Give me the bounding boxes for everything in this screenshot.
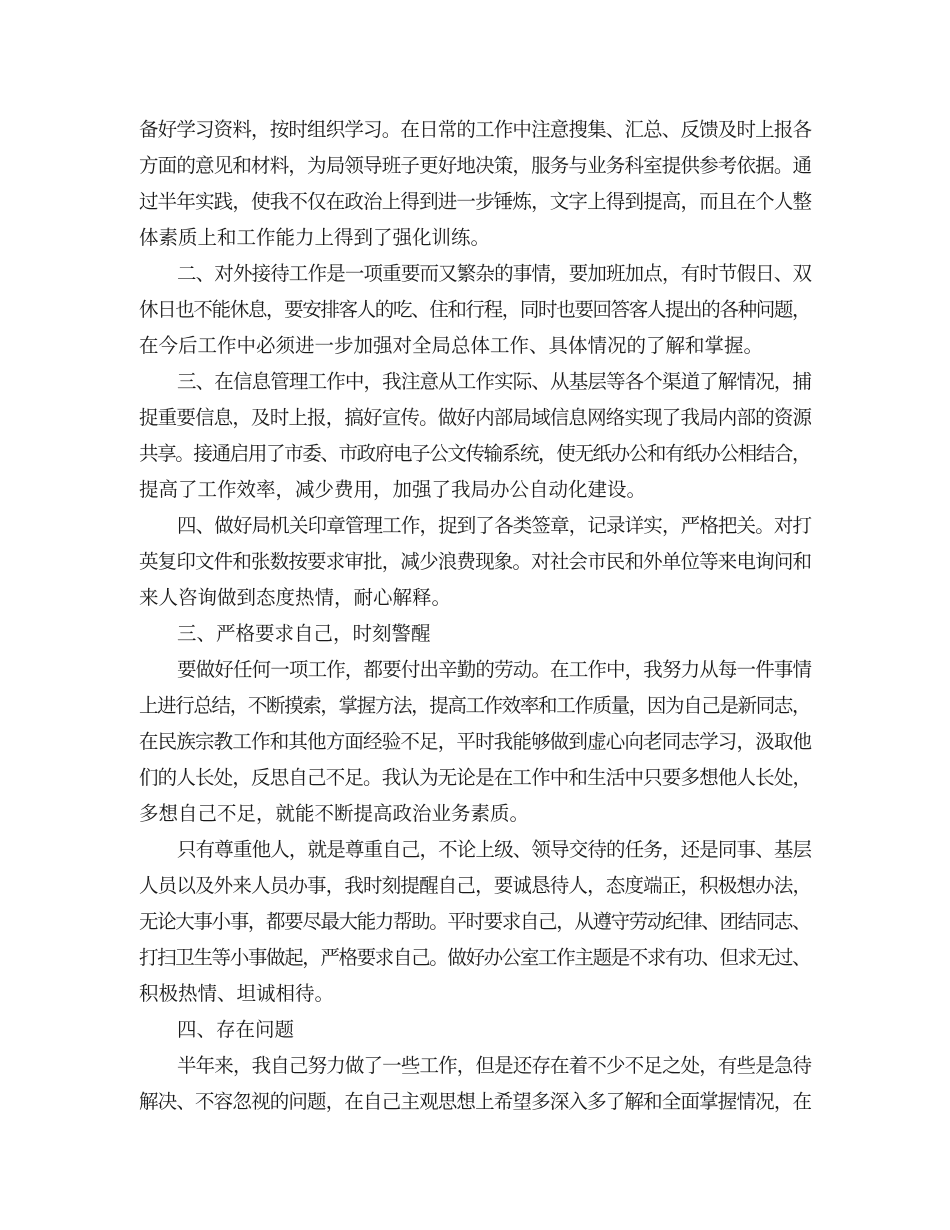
text-line: 多想自己不足，就能不断提高政治业务素质。	[139, 802, 530, 825]
text-line: 们的人长处，反思自己不足。我认为无论是在工作中和生活中只要多想他人长处，	[139, 766, 812, 789]
paragraph-start-line: 四、做好局机关印章管理工作，捉到了各类签章，记录详实，严格把关。对打	[177, 514, 812, 537]
text-line: 备好学习资料，按时组织学习。在日常的工作中注意搜集、汇总、反馈及时上报各	[139, 118, 812, 141]
text-line: 休日也不能休息，要安排客人的吃、住和行程，同时也要回答客人提出的各种问题，	[139, 298, 811, 321]
text-line: 来人咨询做到态度热情，耐心解释。	[139, 586, 452, 609]
text-line: 过半年实践，使我不仅在政治上得到进一步锤炼，文字上得到提高，而且在个人整	[139, 190, 812, 213]
text-line: 捉重要信息，及时上报，搞好宣传。做好内部局域信息网络实现了我局内部的资源	[139, 406, 812, 429]
text-line: 英复印文件和张数按要求审批，减少浪费现象。对社会市民和外单位等来电询问和	[139, 550, 812, 573]
text-line: 解决、不容忽视的问题，在自己主观思想上希望多深入多了解和全面掌握情况，在	[139, 1090, 812, 1113]
paragraph-start-line: 二、对外接待工作是一项重要而又繁杂的事情，要加班加点，有时节假日、双	[177, 262, 812, 285]
section-heading: 三、严格要求自己，时刻警醒	[177, 622, 431, 645]
text-line: 上进行总结，不断摸索，掌握方法，提高工作效率和工作质量，因为自己是新同志，	[139, 694, 811, 717]
text-line: 无论大事小事，都要尽最大能力帮助。平时要求自己，从遵守劳动纪律、团结同志、	[139, 910, 811, 933]
paragraph-start-line: 三、在信息管理工作中，我注意从工作实际、从基层等各个渠道了解情况，捕	[177, 370, 812, 393]
text-line: 提高了工作效率，减少费用，加强了我局办公自动化建设。	[139, 478, 647, 501]
text-line: 积极热情、坦诚相待。	[139, 982, 335, 1005]
text-line: 人员以及外来人员办事，我时刻提醒自己，要诚恳待人，态度端正，积极想办法，	[139, 874, 812, 897]
paragraph-start-line: 半年来，我自己努力做了一些工作，但是还存在着不少不足之处，有些是急待	[177, 1054, 812, 1077]
text-line: 在民族宗教工作和其他方面经验不足，平时我能够做到虚心向老同志学习，汲取他	[139, 730, 812, 753]
paragraph-start-line: 只有尊重他人，就是尊重自己，不论上级、领导交待的任务，还是同事、基层	[177, 838, 812, 861]
paragraph-start-line: 要做好任何一项工作，都要付出辛勤的劳动。在工作中，我努力从每一件事情	[177, 658, 812, 681]
text-line: 方面的意见和材料，为局领导班子更好地决策，服务与业务科室提供参考依据。通	[139, 154, 812, 177]
text-line: 共享。接通启用了市委、市政府电子公文传输系统，使无纸办公和有纸办公相结合，	[139, 442, 811, 465]
text-line: 在今后工作中必须进一步加强对全局总体工作、具体情况的了解和掌握。	[139, 334, 764, 357]
section-heading: 四、存在问题	[177, 1018, 295, 1041]
text-line: 体素质上和工作能力上得到了强化训练。	[139, 226, 491, 249]
text-line: 打扫卫生等小事做起，严格要求自己。做好办公室工作主题是不求有功、但求无过、	[139, 946, 811, 969]
